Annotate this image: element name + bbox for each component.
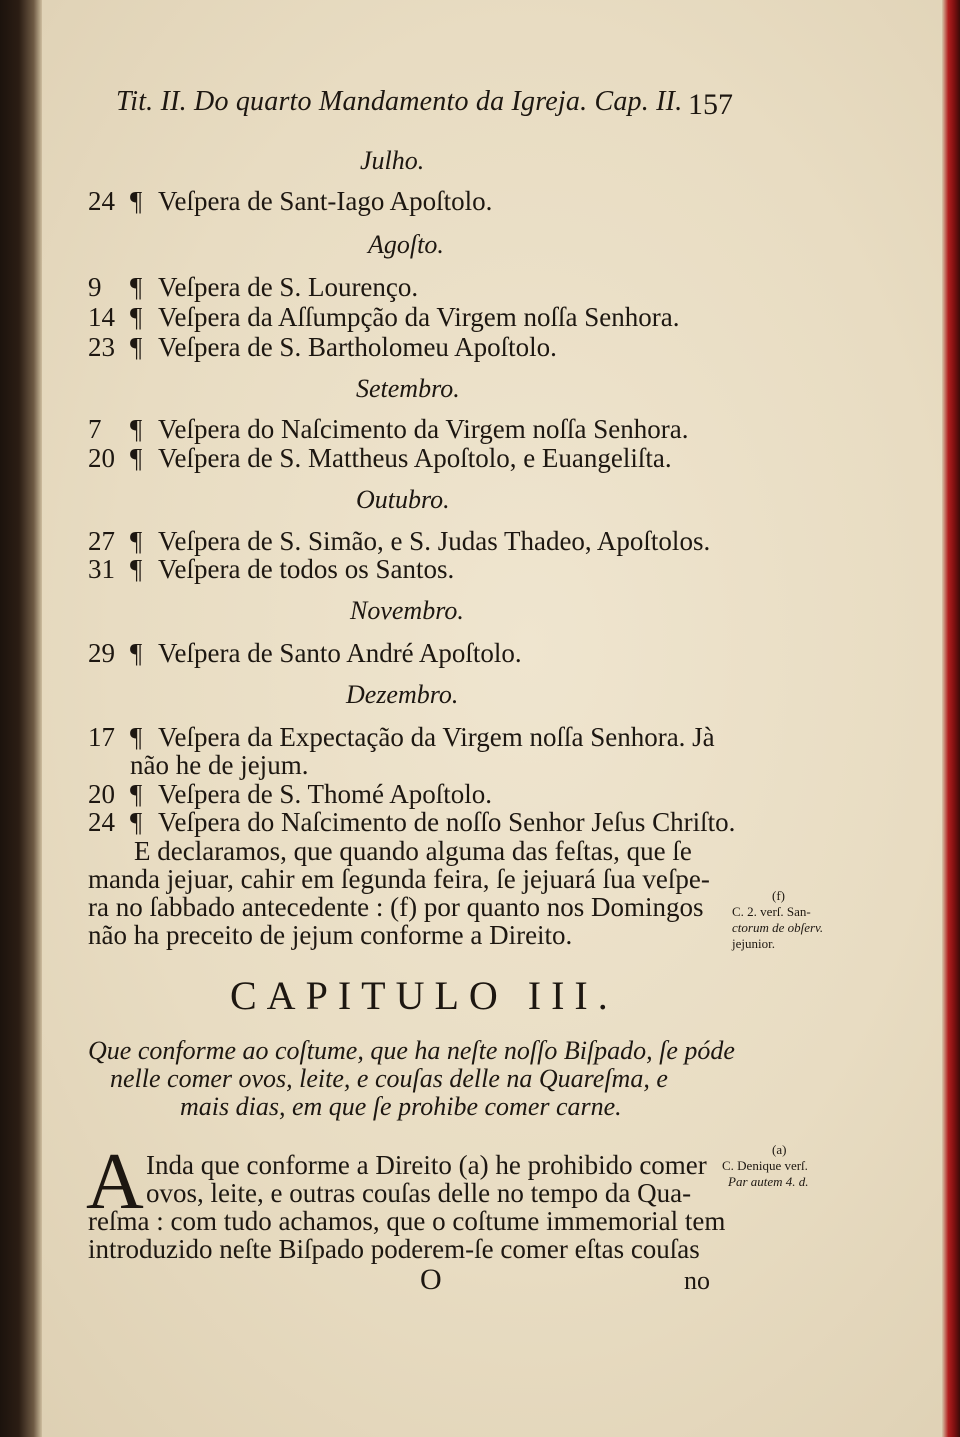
month-heading-agosto: Agoſto. bbox=[368, 230, 444, 259]
entry-day: 17 bbox=[88, 722, 115, 752]
pilcrow-mark: ¶ bbox=[130, 526, 143, 556]
chapter-heading: CAPITULO III. bbox=[230, 973, 618, 1018]
entry-day: 20 bbox=[88, 443, 115, 473]
entry-continuation: não he de jejum. bbox=[130, 750, 309, 780]
entry-day: 23 bbox=[88, 332, 115, 362]
book-gutter bbox=[0, 0, 42, 1437]
pilcrow-mark: ¶ bbox=[130, 302, 143, 332]
drop-initial: A bbox=[86, 1138, 144, 1226]
calendar-entry bbox=[88, 638, 728, 670]
entry-text: Veſpera da Aſſumpção da Virgem noſſa Senhora. bbox=[158, 302, 680, 332]
calendar-entry bbox=[88, 186, 728, 218]
pilcrow-mark: ¶ bbox=[130, 554, 143, 584]
entry-text: Veſpera de todos os Santos. bbox=[158, 554, 455, 584]
entry-text: Veſpera de S. Thomé Apoſtolo. bbox=[158, 779, 492, 809]
entry-text: Veſpera de S. Simão, e S. Judas Thadeo, Apoſtolos. bbox=[158, 526, 711, 556]
entry-text: Veſpera da Expectação da Virgem noſſa Senhora. Jà bbox=[158, 722, 715, 752]
margin-note-f-line: C. 2. verſ. San- bbox=[732, 904, 811, 919]
calendar-entry bbox=[88, 414, 728, 446]
page-number: 157 bbox=[688, 88, 733, 121]
entry-day: 7 bbox=[88, 414, 102, 444]
pilcrow-mark: ¶ bbox=[130, 807, 143, 837]
calendar-entry bbox=[88, 443, 728, 475]
margin-note-f-line: ctorum de obſerv. bbox=[732, 920, 824, 935]
entry-day: 27 bbox=[88, 526, 115, 556]
body-line: reſma : com tudo achamos, que o coſtume immemorial tem bbox=[88, 1206, 726, 1236]
declaration-line: não ha preceito de jejum conforme a Direito. bbox=[88, 920, 573, 950]
entry-text: Veſpera de Santo André Apoſtolo. bbox=[158, 638, 522, 668]
entry-day: 9 bbox=[88, 272, 102, 302]
signature-mark: O bbox=[420, 1263, 442, 1296]
chapter-subtitle-line: Que conforme ao coſtume, que ha neſte noſſo Biſpado, ſe póde bbox=[88, 1036, 735, 1065]
body-line: Inda que conforme a Direito (a) he prohibido comer bbox=[146, 1150, 707, 1180]
entry-text: Veſpera de S. Bartholomeu Apoſtolo. bbox=[158, 332, 557, 362]
calendar-entry bbox=[88, 332, 728, 364]
entry-day: 29 bbox=[88, 638, 115, 668]
margin-note-a-line: Par autem 4. d. bbox=[728, 1174, 809, 1189]
calendar-entry bbox=[88, 302, 728, 334]
calendar-entry bbox=[88, 272, 728, 304]
entry-text: Veſpera do Naſcimento da Virgem noſſa Senhora. bbox=[158, 414, 689, 444]
margin-note-a-line: C. Denique verſ. bbox=[722, 1158, 808, 1173]
margin-note-a-marker: (a) bbox=[772, 1142, 787, 1157]
pilcrow-mark: ¶ bbox=[130, 332, 143, 362]
declaration-line: E declaramos, que quando alguma das feſtas, que ſe bbox=[134, 836, 692, 866]
pilcrow-mark: ¶ bbox=[130, 722, 143, 752]
body-line: ovos, leite, e outras couſas delle no tempo da Qua- bbox=[146, 1178, 692, 1208]
month-heading-setembro: Setembro. bbox=[356, 374, 460, 403]
pilcrow-mark: ¶ bbox=[130, 414, 143, 444]
pilcrow-mark: ¶ bbox=[130, 638, 143, 668]
calendar-entry bbox=[88, 554, 728, 586]
entry-text: Veſpera de Sant-Iago Apoſtolo. bbox=[158, 186, 493, 216]
pilcrow-mark: ¶ bbox=[130, 779, 143, 809]
entry-day: 31 bbox=[88, 554, 115, 584]
month-heading-julho: Julho. bbox=[360, 146, 425, 175]
body-line: introduzido neſte Biſpado poderem-ſe comer eſtas couſas bbox=[88, 1234, 700, 1264]
entry-text: Veſpera de S. Mattheus Apoſtolo, e Euangeliſta. bbox=[158, 443, 672, 473]
margin-note-f-marker: (f) bbox=[772, 888, 785, 903]
calendar-entry bbox=[88, 807, 738, 839]
month-heading-outubro: Outubro. bbox=[356, 485, 450, 514]
pilcrow-mark: ¶ bbox=[130, 272, 143, 302]
declaration-line: ra no ſabbado antecedente : (f) por quanto nos Domingos bbox=[88, 892, 704, 922]
entry-text: Veſpera de S. Lourenço. bbox=[158, 272, 419, 302]
pilcrow-mark: ¶ bbox=[130, 443, 143, 473]
declaration-line: manda jejuar, cahir em ſegunda feira, ſe jejuará ſua veſpe- bbox=[88, 864, 710, 894]
chapter-subtitle-line: nelle comer ovos, leite, e couſas delle na Quareſma, e bbox=[110, 1064, 668, 1093]
chapter-subtitle-line: mais dias, em que ſe prohibe comer carne. bbox=[180, 1092, 622, 1121]
entry-day: 20 bbox=[88, 779, 115, 809]
catchword: no bbox=[684, 1266, 710, 1295]
margin-note-f-line: jejunior. bbox=[732, 936, 775, 951]
month-heading-novembro: Novembro. bbox=[350, 596, 464, 625]
entry-day: 14 bbox=[88, 302, 115, 332]
running-title: Tit. II. Do quarto Mandamento da Igreja. Cap. II. bbox=[116, 86, 683, 117]
entry-day: 24 bbox=[88, 807, 115, 837]
entry-day: 24 bbox=[88, 186, 115, 216]
month-heading-dezembro: Dezembro. bbox=[346, 680, 459, 709]
pilcrow-mark: ¶ bbox=[130, 186, 143, 216]
page-edge bbox=[942, 0, 960, 1437]
entry-text: Veſpera do Naſcimento de noſſo Senhor Jeſus Chriſto. bbox=[158, 807, 736, 837]
